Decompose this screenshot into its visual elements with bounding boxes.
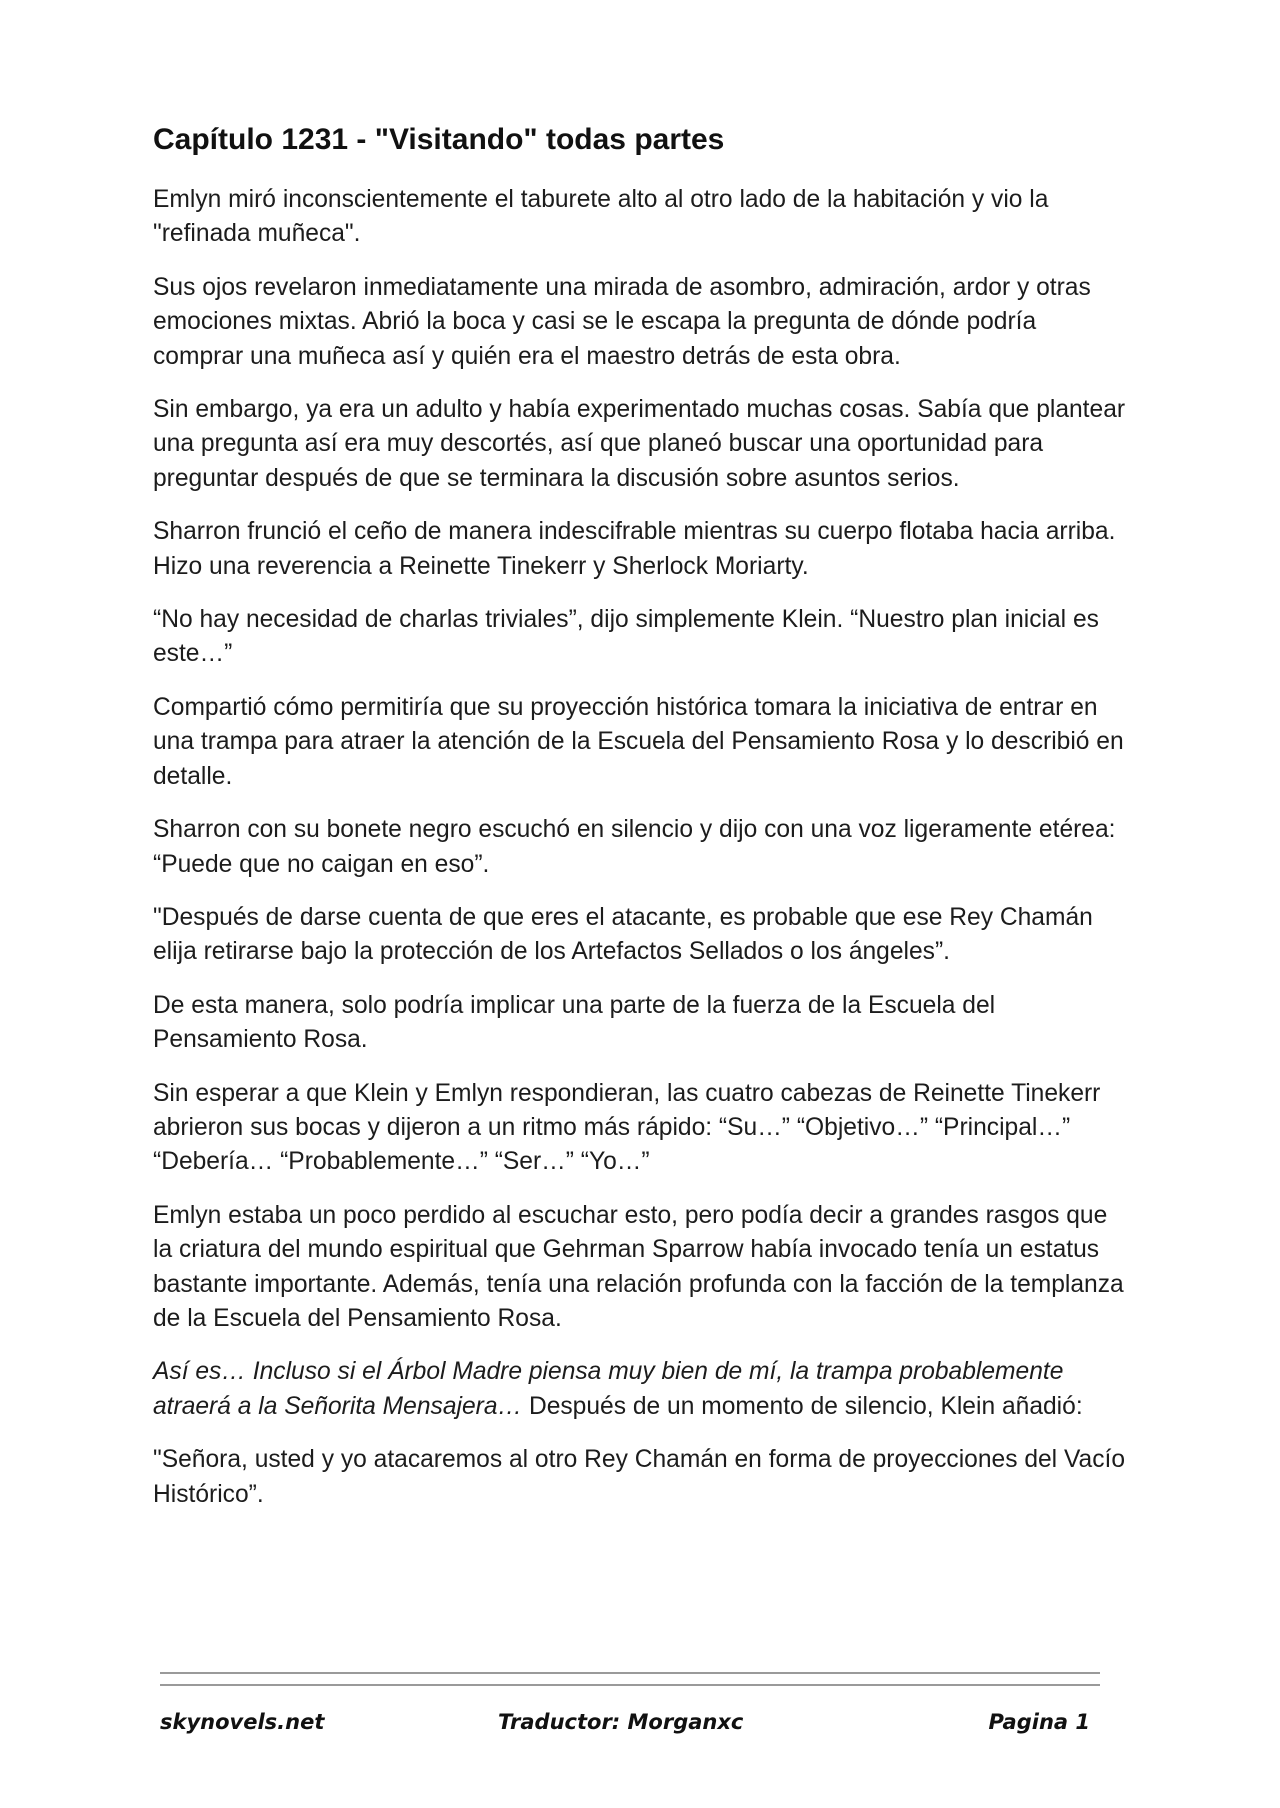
- page-footer: [160, 1710, 1090, 1746]
- paragraph-9: De esta manera, solo podría implicar una parte de la fuerza de la Escuela del Pensamiento Rosa.: [153, 991, 996, 1054]
- paragraph-6: Compartió cómo permitiría que su proyección histórica tomara la iniciativa de entrar en una trampa para atraer la atención de la Escuela del Pensamiento Rosa y lo describió en detalle.: [153, 693, 1124, 790]
- paragraph-2: Sus ojos revelaron inmediatamente una mirada de asombro, admiración, ardor y otras emociones mixtas. Abrió la boca y casi se le escapa la pregunta de dónde podría comprar una muñeca así y quién era el maestro detrás de esta obra.: [153, 273, 1091, 370]
- paragraph-12-italic-thought: Así es… Incluso si el Árbol Madre piensa muy bien de mí, la trampa probablemente atraerá a la Señorita Mensajera…: [153, 1358, 1064, 1420]
- chapter-title: Capítulo 1231 - "Visitando" todas partes: [153, 123, 725, 156]
- paragraph-8: "Después de darse cuenta de que eres el atacante, es probable que ese Rey Chamán elija retirarse bajo la protección de los Artefactos Sellados o los ángeles”.: [153, 903, 1093, 966]
- footer-divider-top: [160, 1672, 1100, 1674]
- document-body: [153, 120, 1133, 1531]
- footer-page-number: Pagina 1: [988, 1710, 1090, 1734]
- paragraph-4: Sharron frunció el ceño de manera indescifrable mientras su cuerpo flotaba hacia arriba. Hizo una reverencia a Reinette Tinekerr y Sherlock Moriarty.: [153, 518, 1116, 580]
- paragraph-12: [153, 1355, 1133, 1424]
- footer-translator: Traductor: Morganxc: [498, 1710, 744, 1734]
- paragraph-12-text: Después de un momento de silencio, Klein añadió:: [522, 1392, 1083, 1420]
- paragraph-5: “No hay necesidad de charlas triviales”, dijo simplemente Klein. “Nuestro plan inicial es este…”: [153, 606, 1099, 668]
- paragraph-1: Emlyn miró inconscientemente el taburete alto al otro lado de la habitación y vio la "refinada muñeca".: [153, 186, 1049, 248]
- paragraph-10: Sin esperar a que Klein y Emlyn respondieran, las cuatro cabezas de Reinette Tinekerr abrieron sus bocas y dijeron a un ritmo más rápido: “Su…” “Objetivo…” “Principal…” “Debería… “Probablemente…” “Ser…” “Yo…”: [153, 1079, 1101, 1176]
- footer-site: skynovels.net: [160, 1710, 325, 1734]
- paragraph-3: Sin embargo, ya era un adulto y había experimentado muchas cosas. Sabía que plantear una pregunta así era muy descortés, así que planeó buscar una oportunidad para preguntar después de que se terminara la discusión sobre asuntos serios.: [153, 396, 1126, 492]
- footer-divider-bottom: [160, 1684, 1100, 1686]
- paragraph-11: Emlyn estaba un poco perdido al escuchar esto, pero podía decir a grandes rasgos que la criatura del mundo espiritual que Gehrman Sparrow había invocado tenía un estatus bastante importante. Además, tenía una relación profunda con la facción de la templanza de la Escuela del Pensamiento Rosa.: [153, 1201, 1124, 1332]
- paragraph-7: Sharron con su bonete negro escuchó en silencio y dijo con una voz ligeramente etérea: “Puede que no caigan en eso”.: [153, 816, 1116, 878]
- paragraph-13: "Señora, usted y yo atacaremos al otro Rey Chamán en forma de proyecciones del Vacío Histórico”.: [153, 1446, 1126, 1508]
